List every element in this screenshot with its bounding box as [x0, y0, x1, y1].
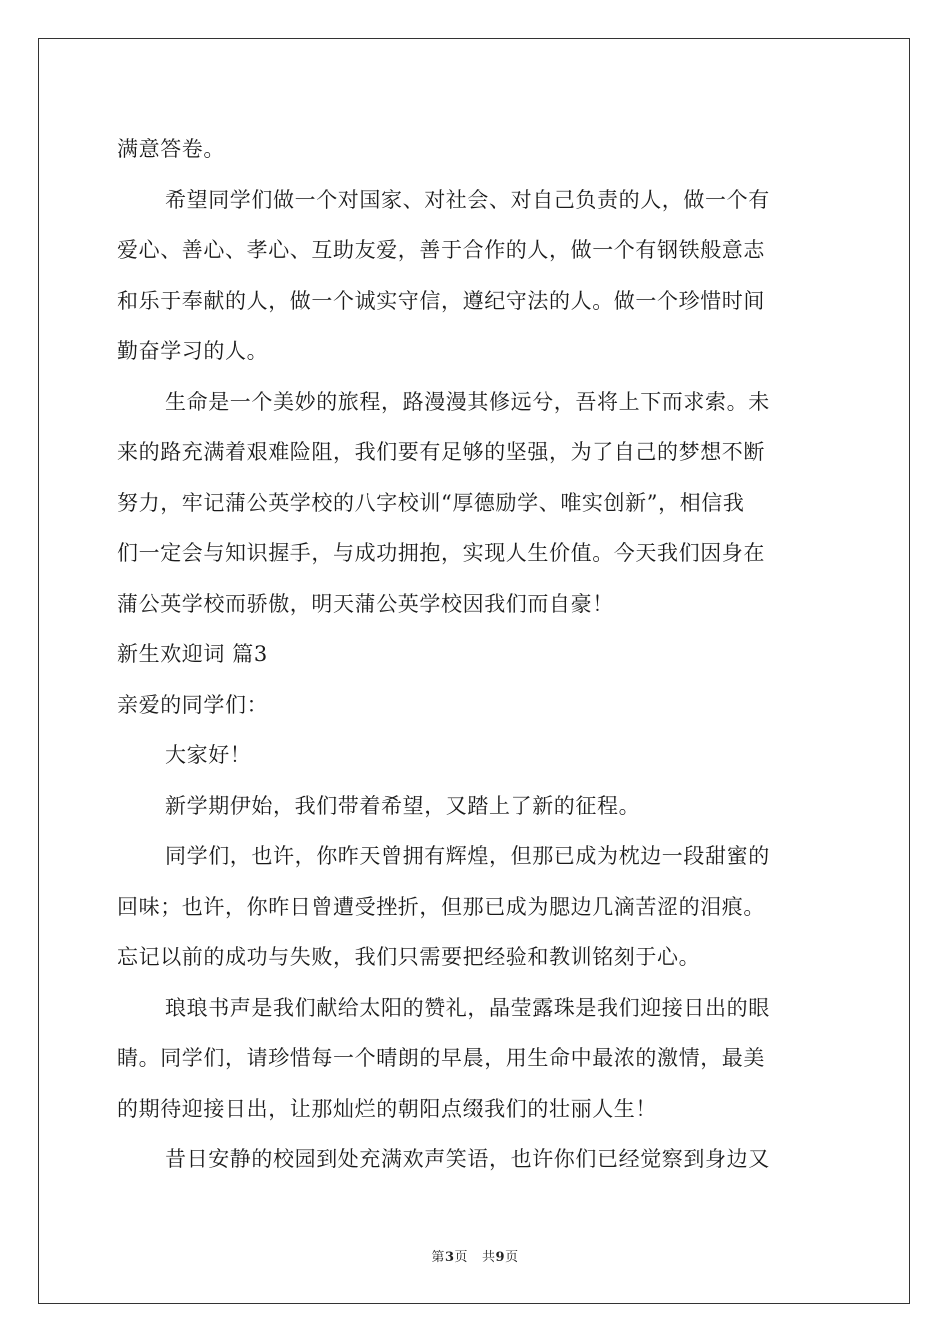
text-line: 大家好！ — [165, 743, 252, 767]
text-line: 忘记以前的成功与失败，我们只需要把经验和教训铭刻于心。 — [117, 945, 701, 969]
page-footer — [0, 1246, 950, 1265]
footer-total-prefix: 共 — [482, 1250, 496, 1265]
text-line: 同学们，也许，你昨天曾拥有辉煌，但那已成为枕边一段甜蜜的 — [165, 844, 770, 868]
text-line: 生命是一个美妙的旅程，路漫漫其修远兮，吾将上下而求索。未 — [165, 389, 770, 414]
text-line: 满意答卷。 — [117, 137, 225, 161]
text-line: 亲爱的同学们： — [117, 692, 269, 717]
text-line: 的期待迎接日出，让那灿烂的朝阳点缀我们的壮丽人生！ — [117, 1096, 657, 1121]
text-line: 昔日安静的校园到处充满欢声笑语，也许你们已经觉察到身边又 — [165, 1147, 770, 1171]
text-line: 勤奋学习的人。 — [117, 339, 269, 363]
text-line: 新生欢迎词 篇3 — [117, 642, 268, 666]
text-line: 努力，牢记蒲公英学校的八字校训“厚德励学、唯实创新”，相信我 — [117, 490, 745, 515]
text-line: 爱心、善心、孝心、互助友爱，善于合作的人，做一个有钢铁般意志 — [117, 238, 765, 262]
footer-total-suffix: 页 — [505, 1250, 519, 1265]
footer-current-page: 3 — [444, 1250, 455, 1265]
text-line: 蒲公英学校而骄傲，明天蒲公英学校因我们而自豪！ — [117, 591, 614, 616]
text-line: 来的路充满着艰难险阻，我们要有足够的坚强，为了自己的梦想不断 — [117, 440, 765, 464]
text-line: 新学期伊始，我们带着希望，又踏上了新的征程。 — [165, 793, 641, 818]
document-body — [117, 124, 837, 1185]
text-line: 睛。同学们，请珍惜每一个晴朗的早晨，用生命中最浓的激情，最美 — [117, 1046, 765, 1070]
footer-page-word: 页 — [454, 1250, 468, 1265]
footer-prefix: 第 — [431, 1250, 445, 1265]
text-line: 回味；也许，你昨日曾遭受挫折，但那已成为腮边几滴苦涩的泪痕。 — [117, 894, 765, 919]
text-line: 和乐于奉献的人，做一个诚实守信，遵纪守法的人。做一个珍惜时间 — [117, 288, 765, 313]
footer-total-pages: 9 — [495, 1250, 506, 1265]
text-line: 们一定会与知识握手，与成功拥抱，实现人生价值。今天我们因身在 — [117, 541, 765, 565]
text-line: 琅琅书声是我们献给太阳的赞礼，晶莹露珠是我们迎接日出的眼 — [165, 995, 770, 1020]
text-line: 希望同学们做一个对国家、对社会、对自己负责的人，做一个有 — [165, 187, 770, 212]
